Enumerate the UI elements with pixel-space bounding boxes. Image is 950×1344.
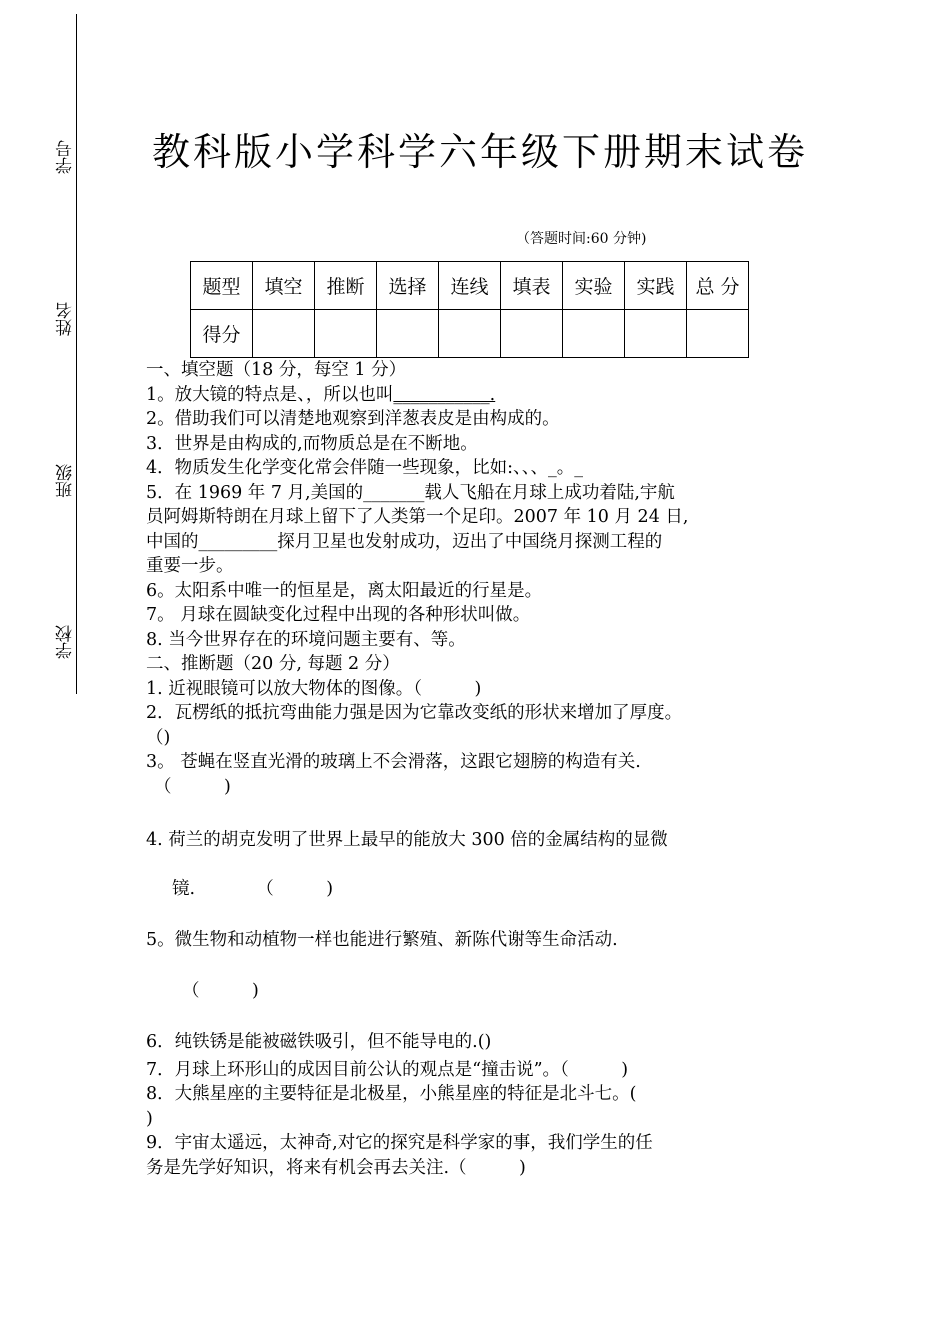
header-match: 连线 [439, 262, 501, 310]
class-label: 班级 [56, 464, 76, 498]
section-2-heading: 二、推断题（20 分, 每题 2 分） [146, 654, 400, 674]
score-cell [501, 310, 563, 358]
score-cell [439, 310, 501, 358]
score-table-header-row [191, 262, 749, 310]
judge-question-6: 6．纯铁锈是能被磁铁吸引，但不能导电的.() [146, 1032, 492, 1052]
header-choice: 选择 [377, 262, 439, 310]
question-text: 1。放大镜的特点是、，所以也叫 [146, 384, 394, 405]
header-total: 总 分 [687, 262, 749, 310]
score-cell [377, 310, 439, 358]
fill-question-3: 3．世界是由构成的,而物质总是在不断地。 [146, 433, 478, 454]
fill-question-7: 7。 月球在圆缺变化过程中出现的各种形状叫做。 [146, 605, 531, 625]
judge-question-9-line-1: 9．宇宙太遥远，太神奇,对它的探究是科学家的事，我们学生的任 [146, 1133, 653, 1153]
judge-question-8-line-2: ) [146, 1108, 153, 1129]
header-practice: 实践 [625, 262, 687, 310]
school-label: 学校 [56, 625, 76, 659]
question-text: 4．物质发生化学变化常会伴随一些现象，比如:、、、 [146, 458, 549, 478]
header-type: 题型 [191, 262, 253, 310]
judge-question-4-line-2: 镜. （ ) [172, 878, 334, 899]
judge-question-3-line-2: （ ) [154, 776, 231, 797]
section-1-heading: 一、填空题（18 分，每空 1 分） [146, 360, 407, 380]
answer-blank: _。_ [548, 458, 584, 478]
judge-question-2-line-2: （) [146, 727, 171, 748]
exam-content [146, 358, 816, 1180]
fill-question-6: 6。太阳系中唯一的恒星是，离太阳最近的行星是。 [146, 580, 543, 601]
time-note: （答题时间:60 分钟) [516, 231, 647, 247]
judge-question-7: 7．月球上环形山的成因目前公认的观点是“撞击说”。（ ) [146, 1059, 629, 1080]
score-cell [687, 310, 749, 358]
score-row-label: 得分 [191, 310, 253, 358]
fill-question-5-line-3: 中国的_________探月卫星也发射成功，迈出了中国绕月探测工程的 [146, 531, 663, 552]
judge-question-5-line-1: 5。微生物和动植物一样也能进行繁殖、新陈代谢等生命活动. [146, 930, 618, 950]
fill-question-8: 8. 当今世界存在的环境问题主要有、等。 [146, 629, 466, 650]
header-experiment: 实验 [563, 262, 625, 310]
judge-question-8-line-1: 8．大熊星座的主要特征是北极星，小熊星座的特征是北斗七。( [146, 1084, 637, 1104]
header-judge: 推断 [315, 262, 377, 310]
judge-question-5-line-2: （ ) [182, 980, 259, 1001]
fill-question-1 [146, 383, 816, 408]
score-cell [315, 310, 377, 358]
score-cell [625, 310, 687, 358]
fill-question-4 [146, 456, 816, 481]
score-cell [563, 310, 625, 358]
binding-line [76, 14, 77, 694]
header-fill: 填空 [253, 262, 315, 310]
fill-question-5-line-1: 5．在 1969 年 7 月,美国的_______载人飞船在月球上成功着陆,宇航 [146, 482, 675, 503]
page-title: 教科版小学科学六年级下册期末试卷 [151, 130, 808, 174]
fill-question-5-line-4: 重要一步。 [146, 556, 234, 576]
score-table [190, 261, 749, 358]
header-table: 填表 [501, 262, 563, 310]
student-number-label: 学号 [56, 140, 76, 174]
judge-question-4-line-1: 4. 荷兰的胡克发明了世界上最早的能放大 300 倍的金属结构的显微 [146, 830, 668, 850]
judge-question-2-line-1: 2．瓦楞纸的抵抗弯曲能力强是因为它靠改变纸的形状来增加了厚度。 [146, 703, 683, 723]
score-table-score-row [191, 310, 749, 358]
student-name-label: 姓名 [56, 302, 76, 336]
fill-question-2: 2。借助我们可以清楚地观察到洋葱表皮是由构成的。 [146, 409, 560, 429]
answer-blank: ___________. [393, 384, 496, 405]
judge-question-9-line-2: 务是先学好知识，将来有机会再去关注.（ ) [146, 1157, 526, 1178]
judge-question-3-line-1: 3。 苍蝇在竖直光滑的玻璃上不会滑落，这跟它翅膀的构造有关. [146, 752, 641, 772]
score-cell [253, 310, 315, 358]
judge-question-1: 1. 近视眼镜可以放大物体的图像。（ ) [146, 678, 482, 699]
fill-question-5-line-2: 员阿姆斯特朗在月球上留下了人类第一个足印。2007 年 10 月 24 日, [146, 507, 689, 527]
